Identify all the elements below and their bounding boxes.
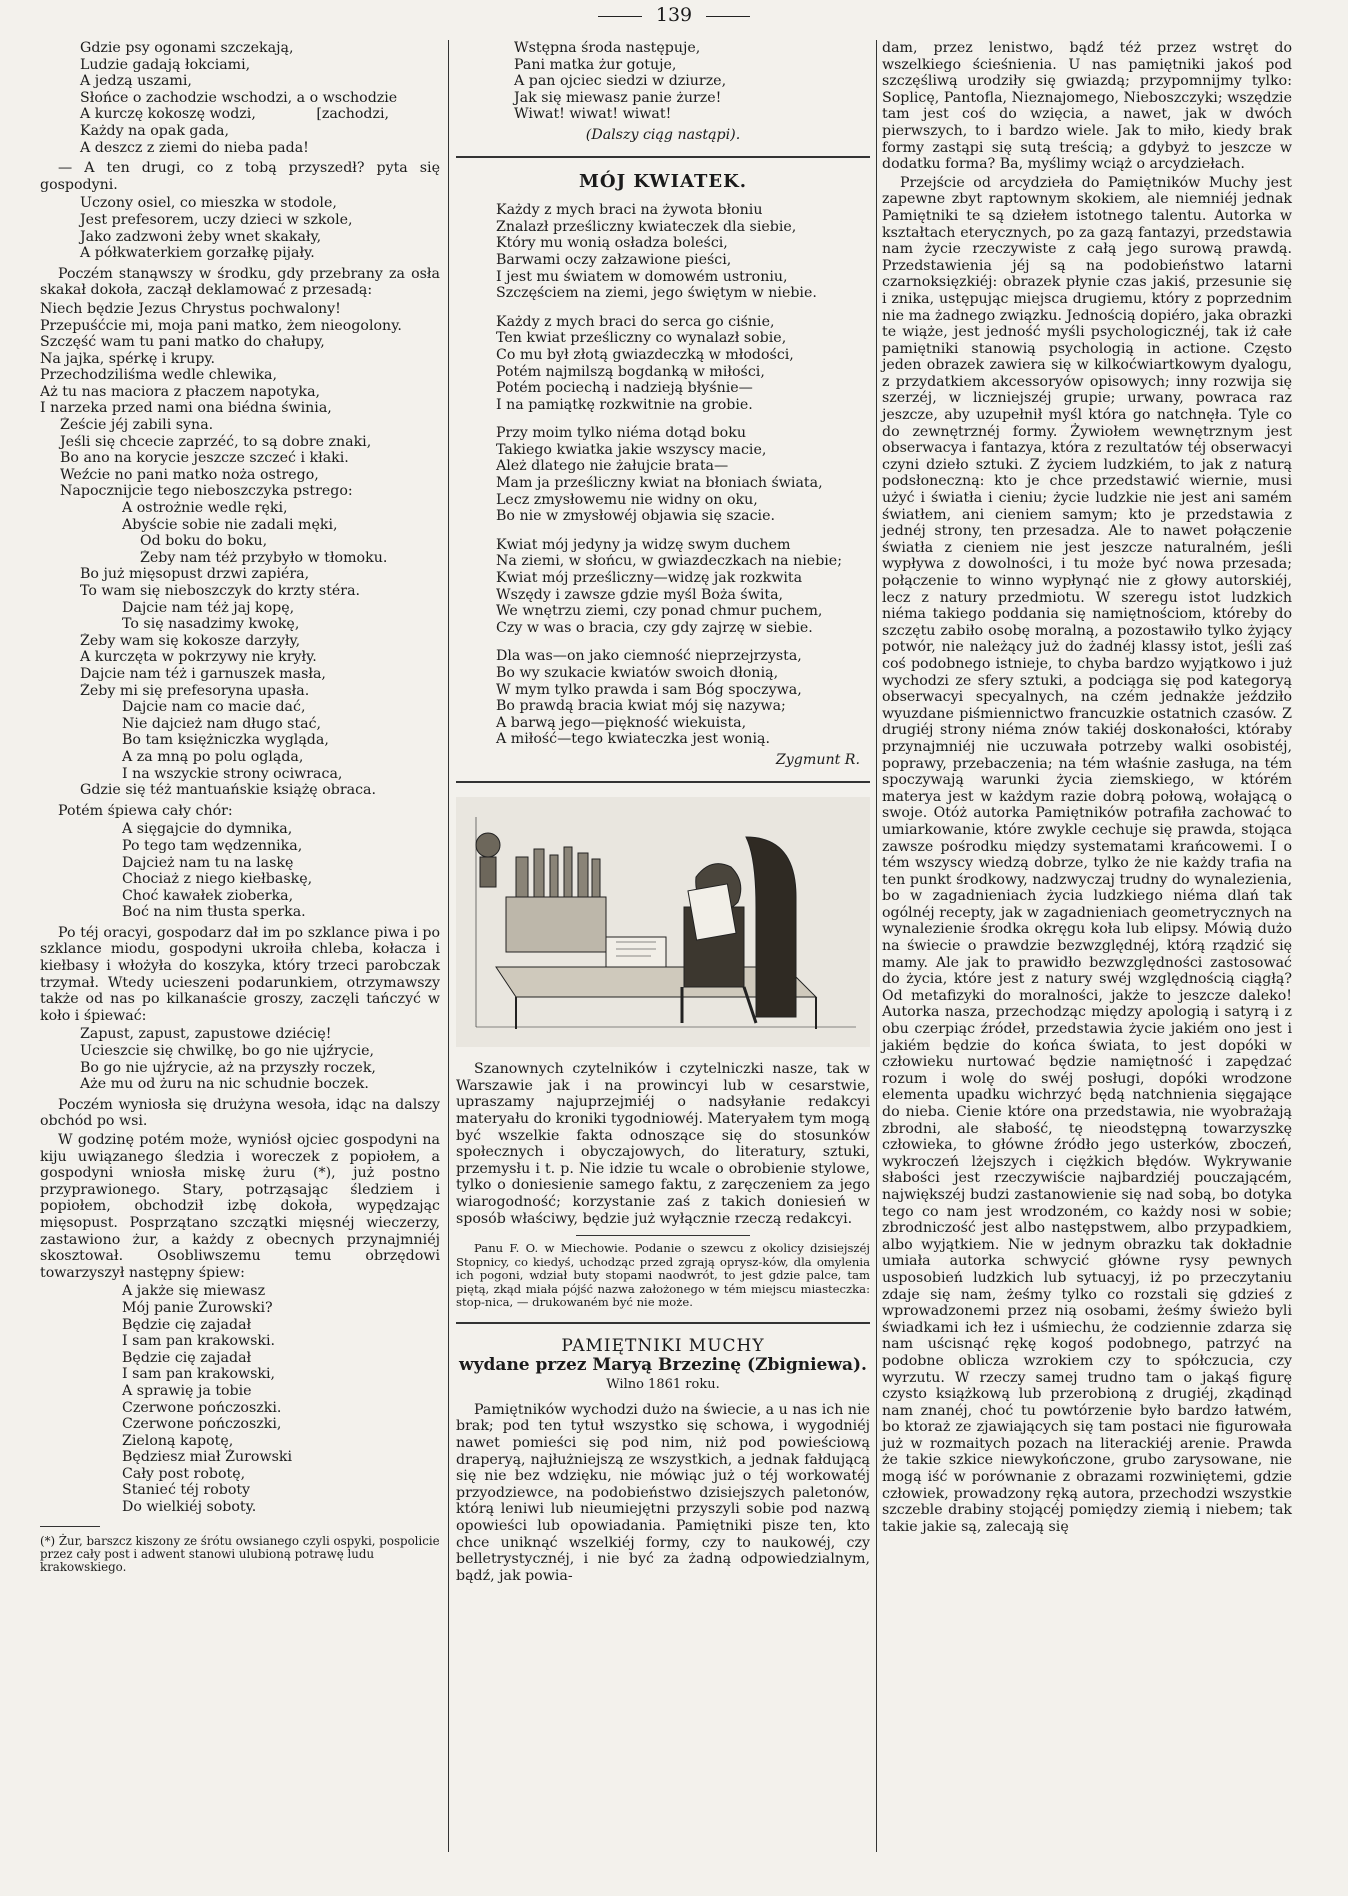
poem-stanza-2	[456, 314, 870, 414]
editorial-reply: Panu F. O. w Miechowie. Podanie o szewcu z okolicy dzisiejszéj Stopnicy, co kiedyś, uchodząc przed zgrają oprysz-ków, dla omylenia ich pogoni, wdział buty stopami naodwrót, to jest gdzie palce, tam piętą, zkąd miała pójść nazwa założonego w tém miejscu miasteczka: stop-nica, — drukowaném być nie może.	[456, 1241, 870, 1310]
poem-signature: Zygmunt R.	[775, 751, 860, 768]
footnote: (*) Żur, barszcz kiszony ze śrótu owsianego czyli ospyki, pospolicie przez cały post i adwent stanowi ulubioną potrawę ludu krakowskiego.	[40, 1533, 440, 1575]
poem-stanza-4	[456, 537, 870, 637]
verse-line: Od boku do boku,	[140, 533, 268, 550]
section-rule	[456, 1322, 870, 1324]
paragraph: W godzinę potém może, wyniósł ojciec gospodyni na kiju uwiązanego śledzia i woreczek z popiołem, a gospodyni wniosła miskę żuru (*), już postno przyprawionego. Stary, potrząsając śledziem i popiołem, obchodził izbę dokoła, wypędzając mięsopust. Posprzątano szczątki mięsnéj wieczerzy, zastawiono żur, a każdy z obecnych przynajmniéj skosztował. Osobliwszemu temu obrzędowi towarzyszył następny śpiew:	[40, 1132, 440, 1281]
column-divider-1	[448, 40, 449, 1852]
verse-line: Chociaż z niego kiełbaskę,	[122, 871, 313, 888]
verse-line: Żeby nam téż przybyło w tłomoku.	[140, 549, 388, 566]
verse-line: I jest mu światem w domowém ustroniu,	[496, 268, 788, 285]
review-subtitle: wydane przez Maryą Brzezinę (Zbigniewa).	[459, 1354, 867, 1375]
verse-line: Potém pociechą i nadzieją błyśnie—	[496, 380, 753, 397]
notice-paragraph: Szanownych czytelników i czytelniczki nasze, tak w Warszawie jak i na prowincyi lub w cesarstwie, upraszamy najuprzejmiéj o nadsyłanie redakcyi materyału do kroniki tygodniowéj. Materyałem tym mogą być wszelkie fakta odnoszące się do stosunków społecznych i obyczajowych, do literatury, sztuki, przemysłu i t. p. Nie idzie tu wcale o obrobienie stylowe, tylko o doniesienie samego faktu, z zaręczeniem za jego wiarogodność; korzystanie zaś z takich doniesień w sposób właściwy, będzie już wyłącznie rzeczą redakcyi.	[456, 1061, 870, 1227]
verse-line: Dajcie nam téż i garnuszek masła,	[80, 665, 326, 682]
verse-line: A pan ojciec siedzi w dziurze,	[514, 73, 727, 90]
verse-line: Napocznijcie tego nieboszczyka pstrego:	[60, 483, 353, 500]
verse-line: Bo tam księżniczka wygląda,	[122, 732, 329, 749]
verse-line: Bo ano na korycie jeszcze szczeć i kłaki.	[60, 450, 349, 467]
verse-line: Kwiat mój prześliczny—widzę jak rozkwita	[496, 570, 803, 587]
verse-line: Żeście jéj zabili syna.	[60, 417, 214, 434]
verse-line: Jest prefesorem, uczy dzieci w szkole,	[80, 211, 353, 228]
verse-line: Niech będzie Jezus Chrystus pochwalony!	[40, 300, 341, 317]
verse-line: I narzeka przed nami ona biédna świnia,	[40, 400, 332, 417]
verse-line: Gdzie się téż mantuańskie książę obraca.	[80, 782, 376, 799]
verse-line: Po tego tam wędzennika,	[122, 837, 303, 854]
verse-line: Przepuśćcie mi, moja pani matko, żem nieogolony.	[40, 317, 402, 334]
verse-line: Przechodziliśma wedle chlewika,	[40, 367, 278, 384]
verse-line: Bo wy szukacie kwiatów swoich dłonią,	[496, 665, 779, 681]
verse-line: A deszcz z ziemi do nieba pada!	[80, 139, 309, 156]
verse-line: Dla was—on jako ciemność nieprzejrzysta,	[496, 648, 802, 665]
page-header	[0, 4, 1348, 34]
verse-line: Szczęść wam tu pani matko do chałupy,	[40, 334, 325, 351]
verse-line: Bo prawdą bracia kwiat mój się nazywa;	[496, 698, 786, 715]
verse-line: Gdzie psy ogonami szczekają,	[80, 40, 294, 56]
verse-line: I na pamiątkę rozkwitnie na grobie.	[496, 396, 753, 413]
verse-line: A jakże się miewasz	[122, 1283, 266, 1300]
verse-line: Bo nie w zmysłowéj objawia się szacie.	[496, 508, 775, 525]
song-verse-5	[40, 1026, 440, 1092]
header-rule-right	[706, 16, 750, 17]
verse-line: Boć na nim tłusta sperka.	[122, 904, 306, 921]
section-rule	[456, 781, 870, 783]
verse-line: Wstępna środa następuje,	[514, 40, 701, 56]
verse-line: A sięgajcie do dymnika,	[122, 821, 293, 838]
verse-line: We wnętrzu ziemi, czy ponad chmur puchem,	[496, 603, 823, 620]
verse-line: Kwiat mój jedyny ja widzę swym duchem	[496, 536, 791, 553]
verse-line: Znalazł prześliczny kwiateczek dla siebie,	[496, 218, 797, 235]
verse-line: Uczony osiel, co mieszka w stodole,	[80, 195, 337, 212]
poem-stanza-5	[456, 648, 870, 748]
verse-line: Czerwone pończoszki,	[122, 1416, 282, 1433]
review-paragraph: Przejście od arcydzieła do Pamiętników Muchy jest zapewne zbyt raptownym skokiem, ale niemniéj jednak Pamiętniki te są dziełem istotnego talentu. Autorka w kształtach eterycznych, po za gazą fantazyi, przedstawia nam życie rzeczywiste z całą jego surową prawdą. Przedstawienia jéj są na podobieństwo latarni czarnoksięzkiéj: obrazek płynie czas jakiś, przesunie się i znika, ustępując miejsca drugiemu, który z poprzednim nie ma żadnego związku. Jednością dopiéro, jaka obrazki te wiąże, jest jedność myśli psychologicznéj, tak iż całe pamiętniki stanowią psychologią in actione. Często jeden obrazek zawiera się w kilkoćwiartkowym dyalogu, z przydatkiem akcessoryów opisowych; inny rozwija się szerzéj, w liczniejszéj grupie; urwany, powraca raz jeszcze, aby uzupełnił myśl która go natchnęła. Tyle co do zewnętrznéj formy. Żywiołem wewnętrznym jest obserwacya i fantazya, która z rezultatów téj obserwacyi czyni dzieło sztuki. Z życiem ludzkiém, to jak z naturą podsłoneczną: kto je chce przedstawić wiernie, musi użyć i światła i cieniu; życie ludzkie nie jest ani samém światłem, ani cieniem samym; kto je przedstawia z jednéj strony, ten przesadza. Ale to nawet połączenie światła z cieniem nie jest jeszcze naturalném, jeśli wypływa z dowolności, i tu może być nowa przesada; połączenie to winno wypłynąć nie z głowy autorskiéj, lecz z natury przedmiotu. W szeregu istot ludzkich niéma takiego poddania się namiętnościom, któreby do szczętu zabiło osobę moralną, a pozostawiło tylko żyjący potwór, nie należący już do żadnéj klassy istot, jeśli zaś coś podobnego istnieje, to chyba bardzo wyjątkowo i już wychodzi ze sfery sztuki, a podciąga się pod kategoryą obserwacyi specyalnych, na czém jednakże jeździło wyuzdane piśmiennictwo francuzkie ostatnich czasów. Z drugiéj strony niéma znów takiéj doskonałości, któraby przynajmniéj nie uczuwała potrzeby walki osobistéj, poprawy, przebaczenia; na tém właśnie zasługa, na tém spoczywają warunki życia ziemskiego, w którém materya jest w każdym razie dobrą połową, wołającą o swoje. Otóż autorka Pamiętników potrafiła zachować to umiarkowanie, które zwykle cechuje się prawda, stojąca zawsze pośrodku między systematami krańcowemi. I o tém wszyscy wiedzą dobrze, tylko że nie każdy trafia na ten punkt środkowy, nadzwyczaj trudny do wynalezienia, bo w zagadnieniach życia ludzkiego niéma dlań tak ogólnéj recepty, jak w zagadnieniach geometrycznych na wynalezienie środka okręgu koła lub elipsy. Mówią dużo na świecie o prawdzie bezwzględnéj, którą rządzić się mamy. Ale jak to prawidło bezwzględności zastosować do życia, które jest z natury swéj względnością ciągłą? Od metafizyki do moralności, jakże to jeszcze daleko! Autorka nasza, przechodząc między apologią i satyrą i z obu czerpiąc źródeł, przedstawia życie jakiém ono jest i jakiém będzie do końca świata, to jest dopóki w człowieku nurtować będzie namiętność i zapędzać rozum i wolę do swéj posługi, dopóki wrodzone elementa upadku wichrzyć będą natchnienia sięgające do nieba. Cienie które ona przedstawia, nie wyobrażają zbrodni, ale słabość, tę nieodstępną towarzyszkę człowieka, to główne źródło jego usterków, zboczeń, wykroczeń lżejszych i ciężkich błędów. Wykrywanie słabości jest rzeczywiście najbardziéj pouczającém, największéj budzi zastanowienie się nad sobą, bo dotyka tego co nam jest wrodzoném, co każdy nosi w sobie; zbrodniczość jest albo następstwem, albo przypadkiem, albo wyjątkiem. Nie w jednym obrazku tak dokładnie umiała autorka schwycić główne rysy pewnych usposobień ludzkich lub sytuacyj, iż po przeczytaniu zdaje się nam, żeśmy tylko co rozstali się gdzieś z wprowadzonemi przez nią osobami, żeśmy świeżo byli świadkami ich łez i uśmiechu, że codziennie zdarza się nam uścisnąć rękę kogoś podobnego, patrzyć na podobne oblicza wzrokiem czy to spółczucia, czy wyrzutu. W rzeczy samej trudno tam o jakąś figurę czysto książkową lub przerobioną z drugiéj, zkądinąd nam znanéj, choć tu powtórzenie było bardzo łatwém, bo ktoraż ze zjawiających się tam postaci nie figurowała już w rozmaitych pozach na literackiéj arenie. Prawda że takie szkice niewykończone, grubo zarysowane, nie mogą iść w porównanie z obrazami rozwiniętemi, gdzie człowiek, prowadzony ręką autora, przechodzi wszystkie szczeble drabiny stojącéj pomiędzy ziemią i niebem; tak takie jakie są, zalecają się	[882, 174, 1292, 1535]
verse-line: I na wszyckie strony ociwraca,	[122, 765, 343, 782]
song-verse-4	[40, 821, 440, 921]
paragraph: Po téj oracyi, gospodarz dał im po szklance piwa i po szklance miodu, gospodyni ukroiła chleba, kołacza i kiełbasy i włożyła do koszyka, który trzeci parobczak trzymał. Wtedy ucieszeni podarunkiem, otrzymawszy także od nas po kilkanaście groszy, zaczęli tańczyć w koło i śpiewać:	[40, 924, 440, 1024]
verse-line: Pani matka żur gotuje,	[514, 56, 677, 73]
verse-line: Ucieszcie się chwilkę, bo go nie ujźrycie,	[80, 1043, 375, 1060]
verse-line: Bo już mięsopust drzwi zapiéra,	[80, 566, 310, 583]
verse-line: To się nasadzimy kwokę,	[122, 616, 300, 633]
verse-line: A kurczę kokoszę wodzi, [zachodzi,	[80, 106, 390, 123]
column-divider-2	[876, 40, 877, 1852]
verse-line: I sam pan krakowski,	[122, 1366, 276, 1383]
verse-line: A półkwaterkiem gorzałkę pijały.	[80, 245, 315, 262]
verse-line: Mój panie Żurowski?	[122, 1299, 273, 1316]
song-verse-3	[40, 301, 440, 799]
verse-line: Weźcie no pani matko noża ostrego,	[60, 466, 319, 483]
verse-line: Jak się miewasz panie żurze!	[514, 89, 722, 106]
song-verse-1	[40, 40, 440, 156]
verse-line: Co mu był złotą gwiazdeczką w młodości,	[496, 346, 794, 363]
verse-line: Każdy z mych braci na żywota błoniu	[496, 202, 763, 219]
verse-line: Potém najmilszą bogdanką w miłości,	[496, 363, 765, 380]
verse-line: A sprawię ja tobie	[122, 1382, 252, 1399]
verse-line: Każdy na opak gada,	[80, 122, 230, 139]
column-left	[40, 40, 440, 1587]
verse-line: A ostrożnie wedle ręki,	[122, 500, 288, 517]
verse-line: Dajcież nam tu na laskę	[122, 854, 294, 871]
verse-line: A kurczęta w pokrzywy nie kryły.	[80, 649, 317, 666]
paragraph: Poczém wyniosła się drużyna wesoła, idąc na dalszy obchód po wsi.	[40, 1096, 440, 1130]
verse-line: Stanieć téj roboty	[122, 1482, 251, 1499]
verse-line: Przy moim tylko niéma dotąd boku	[496, 425, 746, 442]
verse-line: Zieloną kapotę,	[122, 1432, 234, 1449]
verse-line: Ależ dlatego nie żałujcie brata—	[496, 458, 729, 475]
verse-line: Choć kawałek zioberka,	[122, 887, 294, 904]
verse-line: A za mną po polu ogląda,	[122, 748, 304, 765]
verse-line: Będzie cię zajadał	[122, 1316, 252, 1333]
verse-line: Barwami oczy załzawione pieści,	[496, 251, 732, 268]
verse-line: A jedzą uszami,	[80, 73, 192, 90]
verse-line: Wszędy i zawsze gdzie myśl Boża świta,	[496, 586, 784, 603]
verse-line: Aż tu nas maciora z płaczem napotyka,	[40, 383, 321, 400]
verse-line: Cały post robotę,	[122, 1465, 246, 1482]
editor-reading-engraving	[456, 797, 870, 1047]
verse-line: Na jajka, spérkę i krupy.	[40, 350, 216, 367]
verse-line: Słońce o zachodzie wschodzi, a o wschodzie	[80, 89, 398, 106]
verse-line: Dajcie nam co macie dać,	[122, 699, 306, 716]
verse-line: Do wielkiéj soboty.	[122, 1499, 257, 1516]
verse-line: Każdy z mych braci do serca go ciśnie,	[496, 313, 775, 330]
verse-line: Na ziemi, w słońcu, w gwiazdeczkach na niebie;	[496, 553, 842, 570]
page-number: 139	[655, 4, 693, 26]
verse-line: Będzie cię zajadał	[122, 1349, 252, 1366]
verse-line: Ludzie gadają łokciami,	[80, 56, 251, 73]
poem-stanza-1	[456, 202, 870, 302]
verse-line: Będziesz miał Żurowski	[122, 1449, 293, 1466]
verse-line: Żeby wam się kokosze darzyły,	[80, 632, 301, 649]
verse-line: Aże mu od żuru na nic schudnie boczek.	[80, 1076, 369, 1093]
section-rule	[456, 156, 870, 158]
verse-line: Mam ja prześliczny kwiat na błoniach świata,	[496, 475, 823, 492]
verse-line: Który mu wonią osładza boleści,	[496, 235, 728, 252]
review-title: PAMIĘTNIKI MUCHY	[561, 1336, 765, 1357]
verse-line: W mym tylko prawda i sam Bóg spoczywa,	[496, 681, 802, 698]
paragraph: — A ten drugi, co z tobą przyszedł? pyta się gospodyni.	[40, 160, 440, 193]
header-rule-left	[598, 16, 642, 17]
continuation-note: (Dalszy ciąg nastąpi).	[585, 126, 741, 143]
column-right	[882, 40, 1292, 1537]
verse-line: Lecz zmysłowemu nie widny on oku,	[496, 491, 758, 508]
verse-line: Nie dajcież nam długo stać,	[122, 715, 322, 732]
verse-line: Wiwat! wiwat! wiwat!	[514, 106, 672, 123]
verse-line: Czy w was o bracia, czy gdy zajrzę w siebie.	[496, 619, 813, 636]
verse-line: To wam się nieboszczyk do krzty stéra.	[80, 583, 361, 599]
verse-line: Abyście sobie nie zadali męki,	[122, 516, 338, 533]
verse-line: Dajcie nam téż jaj kopę,	[122, 599, 295, 616]
review-paragraph: Pamiętników wychodzi dużo na świecie, a u nas ich nie brak; pod ten tytuł wszystko się schowa, i wygodniéj nawet pomieści się pod nim, niż pod powieściową draperyą, najłużniejszą ze wszystkich, a jednak fałdującą się nie bez wdzięku, nie mówiąc już o téj workowatéj przyodziewce, na podobieństwo dzisiejszych paletonów, którą leniwi lub nieumiejętni przyszyli sobie pod nazwą opowieści lub opowiadania. Pamiętniki pisze ten, kto chce uniknąć wszelkiéj formy, czy to naukowéj, czy belletrystycznéj, i nie być za żadną odpowiedzialnym, bądź, jak powia-	[456, 1401, 870, 1584]
review-paragraph: dam, przez lenistwo, bądź téż przez wstręt do wszelkiego ścieśnienia. U nas pamiętniki jakoś pod szczęśliwą urodziły się gwiazdą; przypomnijmy tylko: Soplicę, Pantofla, Nieznajomego, Nieboszczyki; wszędzie tam jest coś do wzięcia, a nawet, jak w dwóch pierwszych, to i bardzo wiele. Jak to miło, kiedy brak formy zastąpi się sutą treścią; a gdybyż to jeszcze w dodatku forma? Ba, myślimy wciąż o arcydziełach.	[882, 40, 1292, 173]
poem-stanza-3	[456, 425, 870, 525]
verse-line: Jeśli się chcecie zaprzéć, to są dobre znaki,	[60, 433, 372, 450]
song-verse-7	[456, 40, 870, 123]
poem-title: MÓJ KWIATEK.	[578, 170, 748, 192]
verse-line: A miłość—tego kwiateczka jest wonią.	[496, 731, 770, 748]
footnote-rule	[40, 1526, 100, 1527]
verse-line: Żeby mi się prefesoryna upasła.	[80, 682, 310, 699]
verse-line: I sam pan krakowski.	[122, 1333, 276, 1350]
verse-line: Takiego kwiatka jakie wszyscy macie,	[496, 441, 767, 458]
verse-line: Czerwone pończoszki.	[122, 1399, 282, 1416]
verse-line: Ten kwiat prześliczny co wynalazł sobie,	[496, 330, 787, 347]
paragraph: Potém śpiewa cały chór:	[58, 802, 233, 819]
verse-line: A barwą jego—piękność wiekuista,	[496, 714, 747, 731]
verse-line: Szczęściem na ziemi, jego świętym w niebie.	[496, 285, 817, 302]
song-verse-6	[40, 1283, 440, 1515]
verse-line: Jako zadzwoni żeby wnet skakały,	[80, 228, 322, 245]
review-dateline: Wilno 1861 roku.	[606, 1377, 720, 1393]
verse-line: Bo go nie ujźrycie, aż na przyszły roczek,	[80, 1059, 376, 1076]
paragraph: Poczém stanąwszy w środku, gdy przebrany za osła skakał dokoła, zaczął deklamować z przesadą:	[40, 265, 440, 299]
column-middle	[456, 40, 870, 1586]
short-rule	[576, 1235, 750, 1236]
verse-line: Zapust, zapust, zapustowe dziécię!	[80, 1026, 332, 1043]
song-verse-2	[40, 195, 440, 261]
